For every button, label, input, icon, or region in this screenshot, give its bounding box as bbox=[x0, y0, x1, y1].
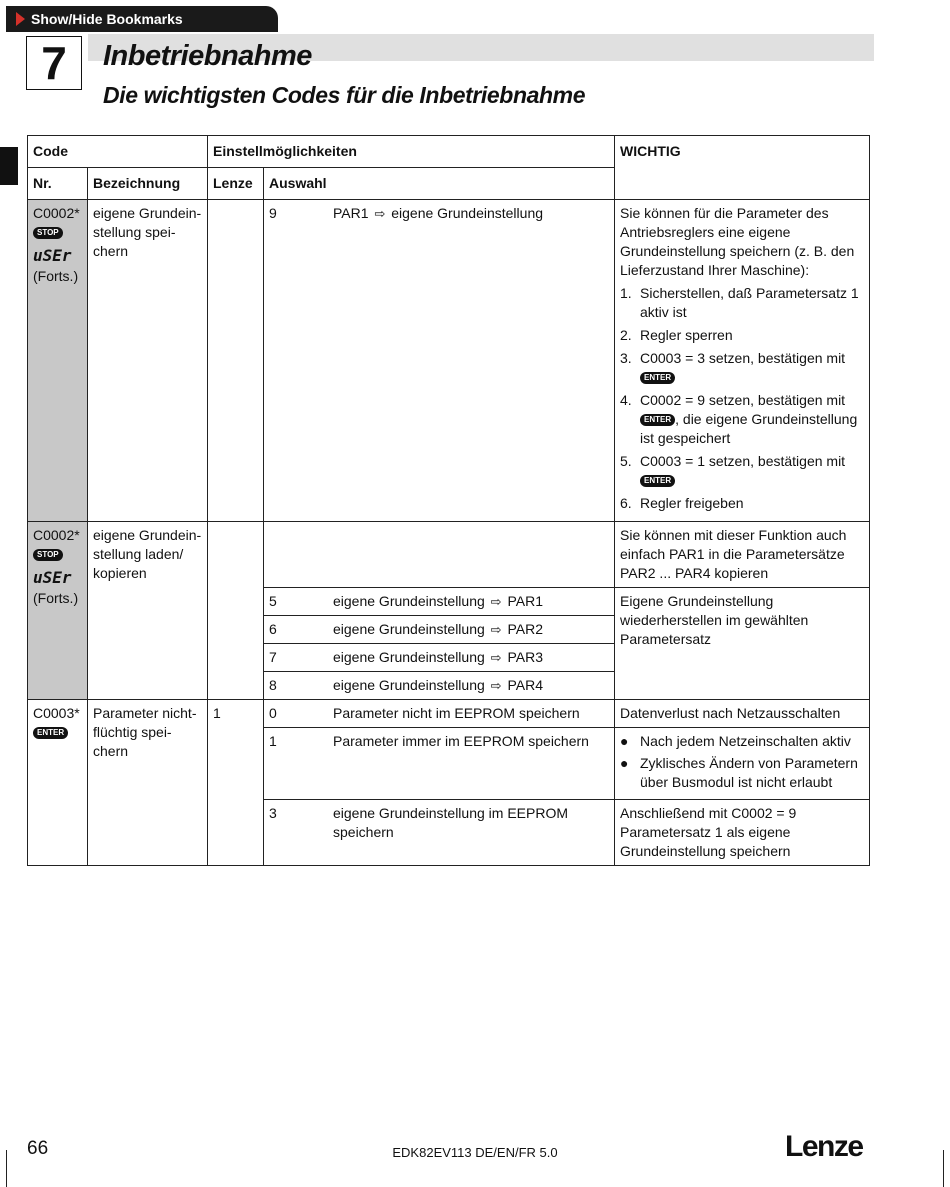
page-title: Inbetriebnahme bbox=[103, 40, 312, 72]
step-number: 6. bbox=[620, 495, 632, 511]
selection-text bbox=[333, 676, 543, 695]
selection-number: 7 bbox=[269, 649, 277, 665]
arrow-right-icon: ⇨ bbox=[490, 594, 502, 609]
show-hide-bookmarks-button[interactable] bbox=[6, 6, 278, 32]
selection-number: 5 bbox=[269, 593, 277, 609]
stop-key-icon: STOP bbox=[33, 549, 63, 561]
step-label: Regler sperren bbox=[640, 327, 733, 343]
selection-cell bbox=[264, 800, 615, 866]
arrow-right-icon: ⇨ bbox=[490, 678, 502, 693]
list-item bbox=[620, 494, 864, 513]
designation-cell: Parameter nicht- flüchtig spei- chern bbox=[88, 700, 208, 866]
header-important: WICHTIG bbox=[615, 136, 870, 200]
step-number: 5. bbox=[620, 453, 632, 469]
selection-cell bbox=[264, 522, 615, 588]
header-selection: Auswahl bbox=[264, 168, 615, 200]
chapter-number: 7 bbox=[26, 36, 82, 90]
code-number: C0003* bbox=[33, 705, 80, 721]
selection-text bbox=[333, 620, 543, 639]
stop-key-icon: STOP bbox=[33, 227, 63, 239]
selection-text bbox=[333, 204, 543, 223]
selection-target: PAR2 bbox=[507, 621, 544, 637]
bullet-text: Nach jedem Netzeinschalten aktiv bbox=[640, 733, 851, 749]
code-number: C0002* bbox=[33, 205, 80, 221]
arrow-right-icon: ⇨ bbox=[374, 206, 386, 221]
continued-label: (Forts.) bbox=[33, 268, 79, 284]
selection-number: 8 bbox=[269, 677, 277, 693]
crop-mark-right bbox=[943, 1150, 944, 1187]
selection-number: 1 bbox=[269, 733, 277, 749]
selection-cell bbox=[264, 672, 615, 700]
list-item bbox=[620, 349, 864, 387]
header-designation: Bezeichnung bbox=[88, 168, 208, 200]
step-number: 4. bbox=[620, 392, 632, 408]
step-number: 1. bbox=[620, 285, 632, 301]
important-cell bbox=[615, 200, 870, 522]
step-text bbox=[640, 349, 845, 387]
enter-key-icon: ENTER bbox=[33, 727, 68, 739]
important-intro: Sie können für die Parameter des Antriebsreglers eine eigene Grundeinstellung speichern (z. B. den Lieferzustand Ihrer Maschine): bbox=[620, 205, 855, 278]
header-lenze: Lenze bbox=[208, 168, 264, 200]
designation-cell: eigene Grundein- stellung spei- chern bbox=[88, 200, 208, 522]
lenze-cell bbox=[208, 522, 264, 700]
header-row-1 bbox=[28, 136, 870, 168]
step-number: 2. bbox=[620, 327, 632, 343]
designation-cell: eigene Grundein- stellung laden/ kopieren bbox=[88, 522, 208, 700]
list-item bbox=[620, 452, 864, 490]
page-subtitle: Die wichtigsten Codes für die Inbetriebnahme bbox=[103, 82, 586, 108]
enter-key-icon: ENTER bbox=[640, 414, 675, 426]
selection-target: PAR4 bbox=[507, 677, 544, 693]
selection-source: eigene Grundeinstellung bbox=[333, 621, 485, 637]
important-cell: Datenverlust nach Netzausschalten bbox=[615, 700, 870, 728]
selection-text: Parameter nicht im EEPROM speichern bbox=[333, 705, 580, 721]
steps-list bbox=[620, 284, 864, 513]
list-item bbox=[620, 754, 864, 792]
crop-mark-left bbox=[6, 1150, 7, 1187]
lenze-cell bbox=[208, 200, 264, 522]
list-item bbox=[620, 284, 864, 322]
important-cell: Eigene Grundeinstellung wiederherstellen im gewählten Parametersatz bbox=[615, 588, 870, 700]
step-text bbox=[640, 391, 864, 448]
selection-text: Parameter immer im EEPROM speichern bbox=[333, 733, 589, 749]
bullet-text: Zyklisches Ändern von Parametern über Busmodul ist nicht erlaubt bbox=[640, 755, 858, 790]
bullet-list bbox=[620, 732, 864, 792]
lcd-display: uSEr bbox=[33, 246, 72, 265]
continued-label: (Forts.) bbox=[33, 590, 79, 606]
list-item bbox=[620, 391, 864, 448]
chapter-tab-marker bbox=[0, 147, 18, 185]
table-row bbox=[28, 700, 870, 728]
selection-cell bbox=[264, 588, 615, 616]
selection-text bbox=[333, 592, 543, 611]
step-suffix: , die eigene Grundeinstellung ist gespeichert bbox=[640, 411, 858, 446]
table-row bbox=[28, 522, 870, 588]
code-number: C0002* bbox=[33, 527, 80, 543]
selection-source: PAR1 bbox=[333, 205, 369, 221]
important-cell bbox=[615, 728, 870, 800]
enter-key-icon: ENTER bbox=[640, 475, 675, 487]
step-text bbox=[640, 452, 845, 490]
step-label: C0003 = 3 setzen, bestätigen mit bbox=[640, 350, 846, 366]
table-row bbox=[28, 200, 870, 522]
bullet-icon: ● bbox=[620, 733, 629, 749]
selection-cell bbox=[264, 700, 615, 728]
selection-source: eigene Grundeinstellung bbox=[333, 649, 485, 665]
selection-number: 9 bbox=[269, 205, 277, 221]
selection-target: eigene Grundeinstellung bbox=[391, 205, 544, 221]
selection-cell bbox=[264, 616, 615, 644]
code-cell bbox=[28, 522, 88, 700]
selection-source: eigene Grundeinstellung bbox=[333, 677, 485, 693]
header-options: Einstellmöglichkeiten bbox=[208, 136, 615, 168]
selection-target: PAR1 bbox=[507, 593, 544, 609]
step-text bbox=[640, 284, 864, 322]
code-cell bbox=[28, 200, 88, 522]
bookmarks-label: Show/Hide Bookmarks bbox=[31, 11, 183, 27]
list-item bbox=[620, 732, 864, 751]
selection-number: 3 bbox=[269, 805, 277, 821]
lcd-display: uSEr bbox=[33, 568, 72, 587]
bullet-icon: ● bbox=[620, 755, 629, 771]
triangle-right-icon bbox=[16, 12, 25, 26]
selection-cell bbox=[264, 644, 615, 672]
code-cell bbox=[28, 700, 88, 866]
lenze-logo: Lenze bbox=[785, 1130, 863, 1163]
step-text bbox=[640, 326, 733, 345]
important-cell: Anschließend mit C0002 = 9 Parametersatz 1 als eigene Grundeinstellung speichern bbox=[615, 800, 870, 866]
arrow-right-icon: ⇨ bbox=[490, 650, 502, 665]
selection-number: 0 bbox=[269, 705, 277, 721]
selection-target: PAR3 bbox=[507, 649, 544, 665]
codes-table bbox=[27, 135, 870, 866]
step-label: Sicherstellen, daß Parametersatz 1 aktiv ist bbox=[640, 285, 859, 320]
list-item bbox=[620, 326, 864, 345]
step-number: 3. bbox=[620, 350, 632, 366]
selection-number: 6 bbox=[269, 621, 277, 637]
lenze-cell: 1 bbox=[208, 700, 264, 866]
document-id: EDK82EV113 DE/EN/FR 5.0 bbox=[392, 1145, 558, 1160]
enter-key-icon: ENTER bbox=[640, 372, 675, 384]
header-code: Code bbox=[28, 136, 208, 168]
step-label: C0003 = 1 setzen, bestätigen mit bbox=[640, 453, 846, 469]
arrow-right-icon: ⇨ bbox=[490, 622, 502, 637]
selection-text bbox=[333, 648, 543, 667]
selection-cell bbox=[264, 200, 615, 522]
header-nr: Nr. bbox=[28, 168, 88, 200]
step-label: C0002 = 9 setzen, bestätigen mit bbox=[640, 392, 846, 408]
selection-source: eigene Grundeinstellung bbox=[333, 593, 485, 609]
important-cell: Sie können mit dieser Funktion auch einfach PAR1 in die Parametersätze PAR2 ... PAR4 kopieren bbox=[615, 522, 870, 588]
step-label: Regler freigeben bbox=[640, 495, 744, 511]
selection-text: eigene Grundeinstellung im EEPROM speichern bbox=[333, 805, 569, 840]
step-text bbox=[640, 494, 744, 513]
page-number: 66 bbox=[27, 1138, 49, 1159]
selection-cell bbox=[264, 728, 615, 800]
